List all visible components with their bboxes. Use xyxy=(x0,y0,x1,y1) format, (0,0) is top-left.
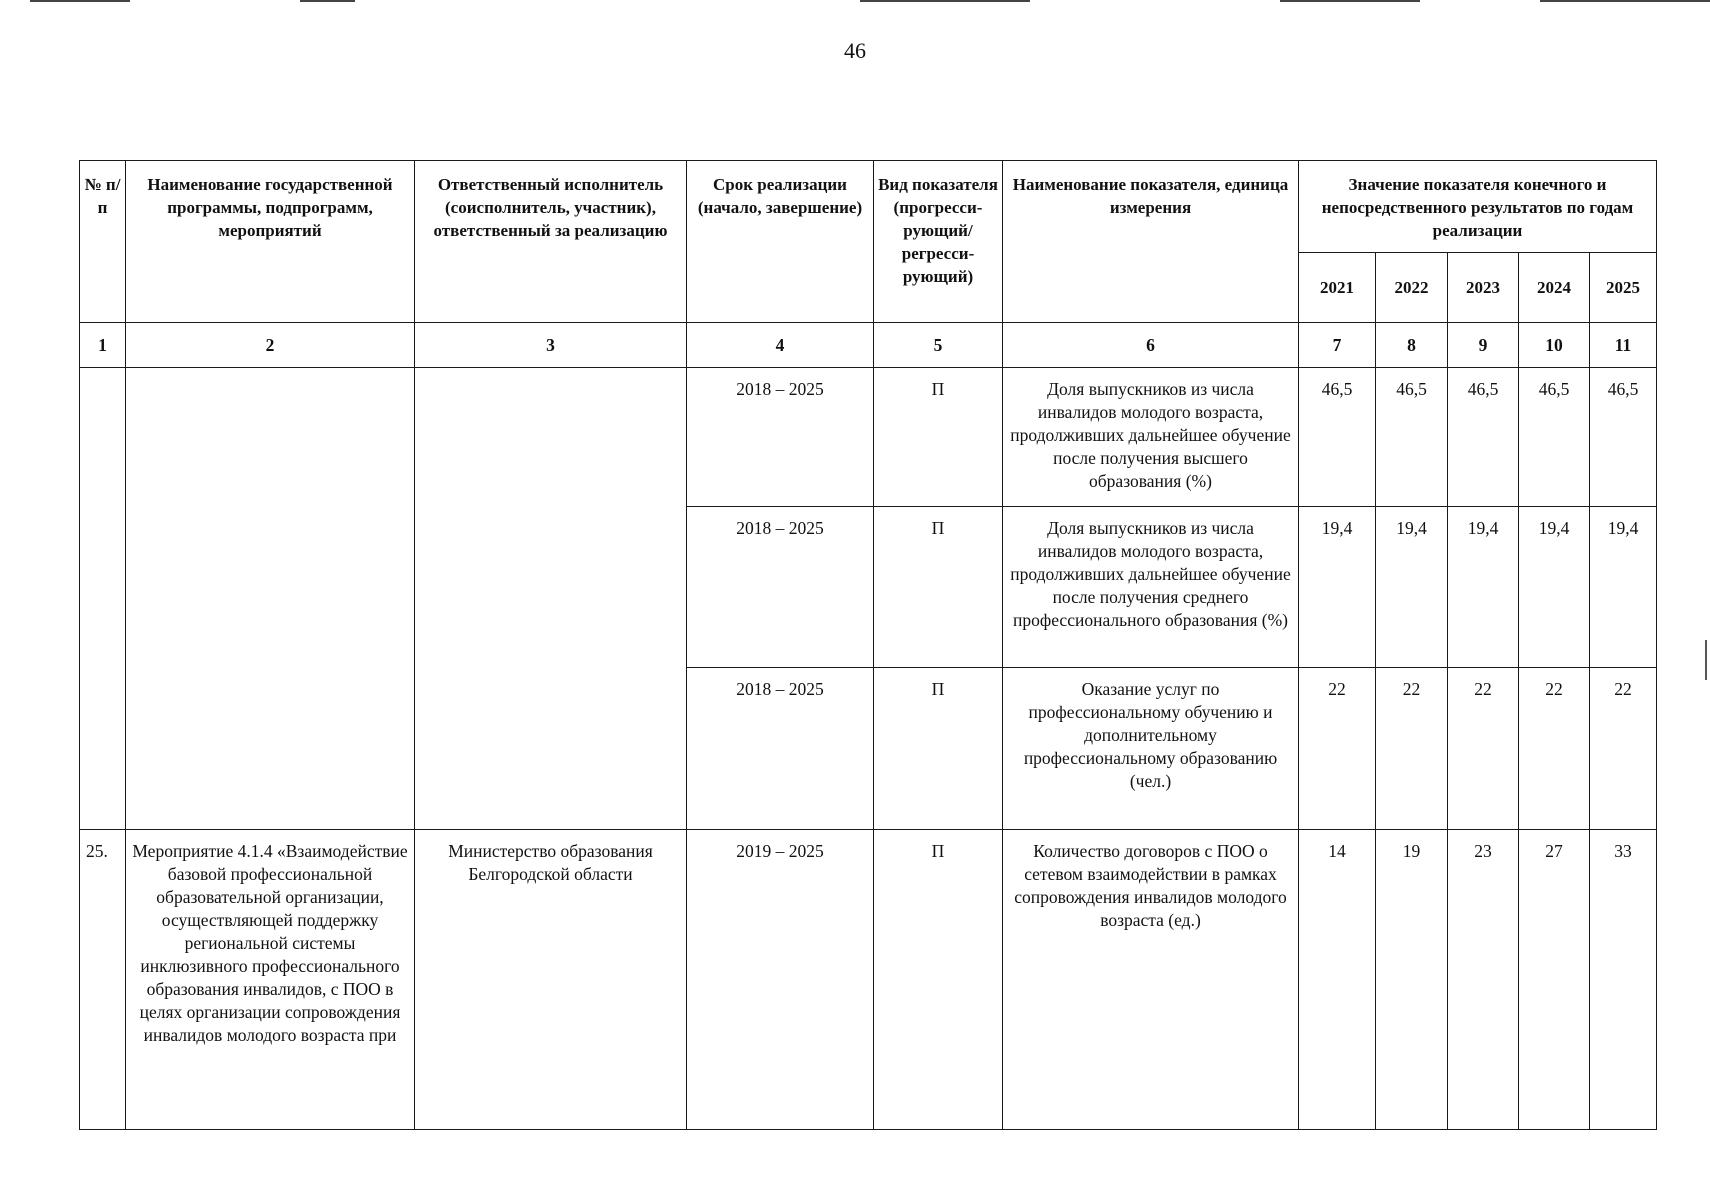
value-cell: 19 xyxy=(1376,830,1448,1130)
header-year: 2022 xyxy=(1376,253,1448,323)
column-number: 4 xyxy=(687,323,874,368)
responsible-cell xyxy=(415,368,687,830)
scan-edge-line xyxy=(300,0,355,2)
column-numbers-row xyxy=(80,323,1657,368)
indicator-name-cell: Доля выпускников из числа инвалидов молодого возраста, продолживших дальнейшее обучение после получения высшего образования (%) xyxy=(1003,368,1299,507)
scan-edge-line xyxy=(1705,640,1707,680)
table-row xyxy=(80,368,1657,507)
value-cell: 19,4 xyxy=(1448,507,1519,668)
column-number: 10 xyxy=(1519,323,1590,368)
column-number: 7 xyxy=(1299,323,1376,368)
header-year: 2025 xyxy=(1590,253,1657,323)
header-year: 2023 xyxy=(1448,253,1519,323)
indicator-name-cell: Доля выпускников из числа инвалидов молодого возраста, продолживших дальнейшее обучение после получения среднего профессионального образования (%) xyxy=(1003,507,1299,668)
indicator-type-cell: П xyxy=(874,368,1003,507)
value-cell: 23 xyxy=(1448,830,1519,1130)
column-number: 11 xyxy=(1590,323,1657,368)
term-cell: 2018 – 2025 xyxy=(687,368,874,507)
column-number: 6 xyxy=(1003,323,1299,368)
scan-edge-line xyxy=(860,0,1030,2)
value-cell: 46,5 xyxy=(1519,368,1590,507)
header-program-name: Наименование государственной программы, подпрограмм, мероприятий xyxy=(126,161,415,323)
table-row xyxy=(80,830,1657,1130)
term-cell: 2019 – 2025 xyxy=(687,830,874,1130)
column-number: 2 xyxy=(126,323,415,368)
column-number: 3 xyxy=(415,323,687,368)
header-indicator-name: Наименование показателя, единица измерения xyxy=(1003,161,1299,323)
value-cell: 14 xyxy=(1299,830,1376,1130)
page-number: 46 xyxy=(844,38,866,63)
value-cell: 22 xyxy=(1590,668,1657,830)
header-row xyxy=(80,161,1657,253)
value-cell: 27 xyxy=(1519,830,1590,1130)
row-num-cell xyxy=(80,368,126,830)
value-cell: 19,4 xyxy=(1590,507,1657,668)
header-term: Срок реализации (начало, завершение) xyxy=(687,161,874,323)
header-values: Значение показателя конечного и непосредственного результатов по годам реализации xyxy=(1299,161,1657,253)
value-cell: 22 xyxy=(1519,668,1590,830)
header-year: 2024 xyxy=(1519,253,1590,323)
indicator-name-cell: Количество договоров с ПОО о сетевом взаимодействии в рамках сопровождения инвалидов молодого возраста (ед.) xyxy=(1003,830,1299,1130)
value-cell: 33 xyxy=(1590,830,1657,1130)
scan-edge-line xyxy=(30,0,130,2)
program-name-cell xyxy=(126,368,415,830)
responsible-cell: Министерство образования Белгородской области xyxy=(415,830,687,1130)
value-cell: 46,5 xyxy=(1376,368,1448,507)
column-number: 8 xyxy=(1376,323,1448,368)
header-num: № п/п xyxy=(80,161,126,323)
scan-edge-line xyxy=(1280,0,1420,2)
indicator-type-cell: П xyxy=(874,507,1003,668)
value-cell: 19,4 xyxy=(1519,507,1590,668)
indicator-type-cell: П xyxy=(874,668,1003,830)
value-cell: 46,5 xyxy=(1590,368,1657,507)
column-number: 9 xyxy=(1448,323,1519,368)
program-name-cell: Мероприятие 4.1.4 «Взаимодействие базовой профессиональной образовательной организации, осуществляющей поддержку региональной системы инклюзивного профессионального образования инвалидов, с ПОО в целях организации сопровождения инвалидов молодого возраста при xyxy=(126,830,415,1130)
header-responsible: Ответственный исполнитель (соисполнитель, участник), ответственный за реализацию xyxy=(415,161,687,323)
indicator-name-cell: Оказание услуг по профессиональному обучению и дополнительному профессиональному образованию (чел.) xyxy=(1003,668,1299,830)
header-indicator-type: Вид показателя (прогресси-рующий/ регресси-рующий) xyxy=(874,161,1003,323)
value-cell: 22 xyxy=(1376,668,1448,830)
row-num-cell: 25. xyxy=(80,830,126,1130)
indicator-type-cell: П xyxy=(874,830,1003,1130)
value-cell: 19,4 xyxy=(1299,507,1376,668)
value-cell: 46,5 xyxy=(1448,368,1519,507)
value-cell: 19,4 xyxy=(1376,507,1448,668)
column-number: 5 xyxy=(874,323,1003,368)
program-table xyxy=(79,160,1657,1130)
value-cell: 46,5 xyxy=(1299,368,1376,507)
value-cell: 22 xyxy=(1299,668,1376,830)
term-cell: 2018 – 2025 xyxy=(687,668,874,830)
header-year: 2021 xyxy=(1299,253,1376,323)
term-cell: 2018 – 2025 xyxy=(687,507,874,668)
scan-edge-line xyxy=(1540,0,1710,2)
column-number: 1 xyxy=(80,323,126,368)
value-cell: 22 xyxy=(1448,668,1519,830)
